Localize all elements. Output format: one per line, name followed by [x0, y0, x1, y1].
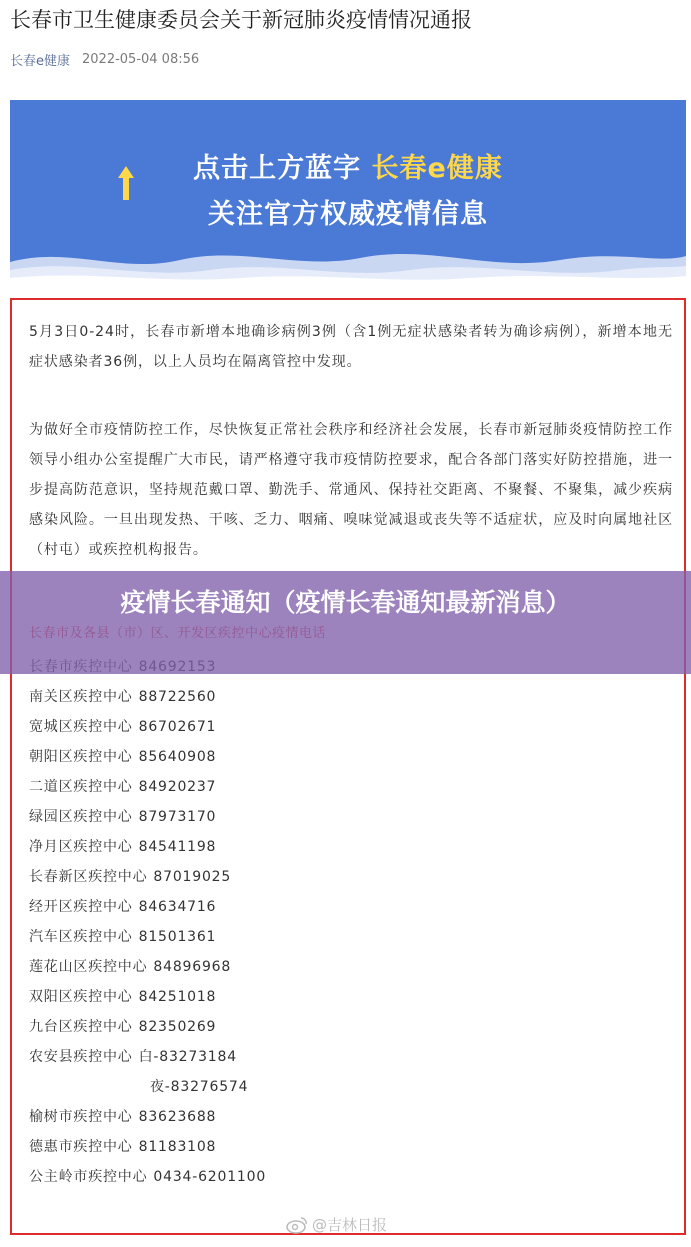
hotline-item [29, 952, 266, 982]
follow-banner[interactable] [10, 100, 686, 286]
hotline-name: 莲花山区疾控中心 [29, 959, 148, 975]
hotline-name: 汽车区疾控中心 [29, 929, 133, 945]
hotline-phone: 0434-6201100 [153, 1169, 267, 1185]
hotline-name: 九台区疾控中心 [29, 1019, 133, 1035]
article-datetime: 2022-05-04 08:56 [82, 52, 200, 67]
hotline-phone: 87973170 [138, 809, 217, 825]
hotline-phone: 88722560 [138, 689, 217, 705]
weibo-icon [286, 1216, 308, 1234]
banner-line-2: 关注官方权威疫情信息 [208, 199, 488, 230]
hotline-item [29, 1132, 266, 1162]
hotline-phone: 86702671 [138, 719, 217, 735]
watermark-text: @吉林日报 [312, 1216, 388, 1234]
banner-waves [10, 240, 686, 286]
watermark [286, 1214, 387, 1235]
hotline-name: 德惠市疾控中心 [29, 1139, 133, 1155]
hotline-item [29, 1012, 266, 1042]
hotline-item [29, 682, 266, 712]
notice-paragraph-1: 5月3日0-24时，长春市新增本地确诊病例3例（含1例无症状感染者转为确诊病例），新增本地无症状感染者36例，以上人员均在隔离管控中发现。 [29, 324, 673, 370]
banner-line-1-prefix: 点击上方蓝字 [193, 153, 362, 184]
hotline-name: 二道区疾控中心 [29, 779, 133, 795]
hotline-name: 经开区疾控中心 [29, 899, 133, 915]
hotline-item [29, 772, 266, 802]
hotline-name: 公主岭市疾控中心 [29, 1169, 148, 1185]
hotline-phone: 81501361 [138, 929, 217, 945]
hotline-item [29, 1102, 266, 1132]
hotline-name: 农安县疾控中心 [29, 1049, 133, 1065]
article-author-link[interactable]: 长春e健康 [10, 54, 70, 69]
hotline-phone: 84896968 [153, 959, 232, 975]
hotline-item [29, 892, 266, 922]
hotline-list [29, 652, 266, 1192]
hotline-name: 榆树市疾控中心 [29, 1109, 133, 1125]
hotline-item [29, 802, 266, 832]
article-meta [10, 50, 199, 69]
banner-account-name: 长春e健康 [371, 153, 503, 184]
article-title: 长春市卫生健康委员会关于新冠肺炎疫情情况通报 [10, 8, 472, 32]
hotline-name: 净月区疾控中心 [29, 839, 133, 855]
hotline-phone: 85640908 [138, 749, 217, 765]
hotline-item [29, 982, 266, 1012]
notice-box [10, 298, 686, 1235]
hotline-name: 宽城区疾控中心 [29, 719, 133, 735]
hotline-phone: 87019025 [153, 869, 232, 885]
banner-line-1 [10, 146, 686, 185]
hotline-name: 双阳区疾控中心 [29, 989, 133, 1005]
hotline-name: 朝阳区疾控中心 [29, 749, 133, 765]
hotline-phone: 84251018 [138, 989, 217, 1005]
hotline-item [29, 1042, 266, 1072]
hotline-item [29, 712, 266, 742]
title-overlay: 疫情长春通知（疫情长春通知最新消息） [0, 571, 691, 674]
hotline-phone: 84920237 [138, 779, 217, 795]
hotline-phone: 白-83273184 [138, 1049, 237, 1065]
hotline-phone: 82350269 [138, 1019, 217, 1035]
hotline-phone: 81183108 [138, 1139, 217, 1155]
hotline-phone: 夜-83276574 [150, 1079, 249, 1095]
hotline-item [29, 832, 266, 862]
hotline-name: 长春新区疾控中心 [29, 869, 148, 885]
hotline-item [29, 922, 266, 952]
hotline-phone: 84634716 [138, 899, 217, 915]
hotline-item [29, 1072, 266, 1102]
hotline-phone: 84541198 [138, 839, 217, 855]
notice-paragraph-2: 为做好全市疫情防控工作，尽快恢复正常社会秩序和经济社会发展，长春市新冠肺炎疫情防控工作领导小组办公室提醒广大市民，请严格遵守我市疫情防控要求，配合各部门落实好防控措施，进一步提高防范意识，坚持规范戴口罩、勤洗手、常通风、保持社交距离、不聚餐、不聚集，减少疾病感染风险。一旦出现发热、干咳、乏力、咽痛、嗅味觉减退或丧失等不适症状，应及时向属地社区（村屯）或疾控机构报告。 [29, 422, 673, 558]
hotline-item [29, 862, 266, 892]
hotline-name: 南关区疾控中心 [29, 689, 133, 705]
hotline-phone: 83623688 [138, 1109, 217, 1125]
hotline-name: 绿园区疾控中心 [29, 809, 133, 825]
hotline-item [29, 742, 266, 772]
hotline-item [29, 1162, 266, 1192]
